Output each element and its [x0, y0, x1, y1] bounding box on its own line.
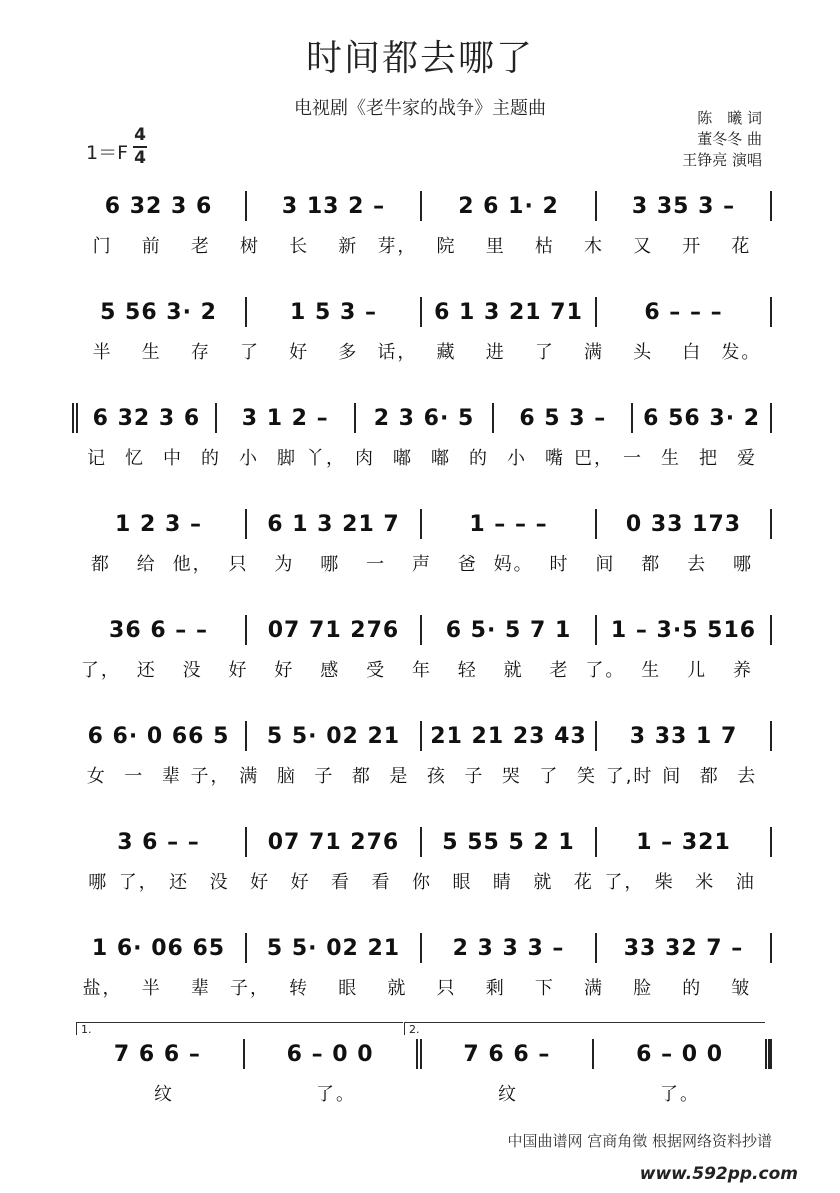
- notes-line: [72, 188, 772, 224]
- measure: 3 13 2 –: [281, 193, 386, 219]
- measure: 6 5· 5 7 1: [445, 617, 572, 643]
- lyric-syllable: 的: [469, 448, 489, 469]
- lyric-syllable: 只: [228, 554, 249, 575]
- notes-line: [72, 824, 772, 860]
- lyric-syllable: 存: [190, 342, 211, 363]
- lyric-syllable: 就: [503, 660, 524, 681]
- lyric-syllable: 还: [169, 872, 190, 893]
- lyric-syllable: 儿: [687, 660, 708, 681]
- lyric-syllable: 半: [141, 978, 162, 999]
- notes-line: [72, 718, 772, 754]
- lyricist-credit: 陈 曦 词: [697, 109, 762, 127]
- lyric-syllable: 哭: [501, 766, 522, 787]
- barline: [770, 297, 772, 327]
- lyric-syllable: 话，: [377, 342, 418, 363]
- lyric-syllable: 是: [389, 766, 410, 787]
- barline: [770, 615, 772, 645]
- lyric-syllable: 好: [228, 660, 249, 681]
- lyrics-line: [72, 656, 772, 682]
- lyrics-line: [72, 550, 772, 576]
- volta-bracket: 2.: [404, 1022, 765, 1035]
- measure: 1 – 3·5 516: [610, 617, 757, 643]
- measure: 5 5· 02 21: [266, 723, 401, 749]
- measure: 6 1 3 21 71: [434, 299, 583, 325]
- composer-credit: 董冬冬 曲: [697, 130, 762, 148]
- lyric-syllable: 哪: [732, 554, 753, 575]
- lyric-syllable: 进: [485, 342, 506, 363]
- lyric-syllable: 老: [190, 236, 211, 257]
- lyric-syllable: 哪: [88, 872, 109, 893]
- lyric-syllable: 枯: [534, 236, 555, 257]
- measure: 7 6 6 –: [463, 1041, 551, 1067]
- notes-line: [72, 294, 772, 330]
- lyrics-line: [72, 232, 772, 258]
- lyric-syllable: 爸: [457, 554, 478, 575]
- measure: 1 5 3 –: [290, 299, 377, 325]
- lyric-syllable: 嘟: [393, 448, 413, 469]
- score-row: [72, 168, 772, 278]
- lyric-syllable: 看: [331, 872, 352, 893]
- lyric-syllable: 孩: [426, 766, 447, 787]
- lyric-syllable: 米: [695, 872, 716, 893]
- measure: 2 3 3 3 –: [452, 935, 565, 961]
- measure: 6 32 3 6: [104, 193, 213, 219]
- lyric-syllable: 去: [687, 554, 708, 575]
- lyric-syllable: 都: [90, 554, 111, 575]
- lyric-syllable: 长: [289, 236, 310, 257]
- measure: 2 3 6· 5: [373, 405, 475, 431]
- lyric-syllable: 好: [289, 342, 310, 363]
- lyric-syllable: 门: [92, 236, 113, 257]
- measure: 1 – – –: [469, 511, 548, 537]
- lyric-syllable: 子，: [229, 978, 270, 999]
- lyrics-line: [72, 1080, 772, 1106]
- lyric-syllable: 开: [682, 236, 703, 257]
- lyric-syllable: 了。: [585, 660, 626, 681]
- lyric-syllable: 前: [141, 236, 162, 257]
- lyric-syllable: 了: [239, 342, 260, 363]
- notes-line: [72, 612, 772, 648]
- barline: [770, 509, 772, 539]
- lyric-syllable: 纹: [154, 1084, 174, 1105]
- footer-note: 中国曲谱网 宫商角徵 根据网络资料抄谱: [507, 1132, 772, 1150]
- song-subtitle: 电视剧《老牛家的战争》主题曲: [294, 98, 546, 119]
- lyric-syllable: 眼: [338, 978, 359, 999]
- lyrics-line: [72, 762, 772, 788]
- lyric-syllable: 的: [201, 448, 221, 469]
- lyric-syllable: 子，: [190, 766, 231, 787]
- lyric-syllable: 生: [661, 448, 681, 469]
- lyric-syllable: 半: [92, 342, 113, 363]
- measure: 36 6 – –: [109, 617, 208, 643]
- song-title: 时间都去哪了: [305, 38, 534, 79]
- score-row: [72, 1016, 772, 1126]
- notes-line: [72, 1036, 772, 1072]
- score-row: [72, 380, 772, 490]
- lyric-syllable: 就: [387, 978, 408, 999]
- lyric-syllable: 轻: [457, 660, 478, 681]
- lyric-syllable: 都: [351, 766, 372, 787]
- barline: [770, 721, 772, 751]
- lyric-syllable: 花: [573, 872, 594, 893]
- score-row: [72, 804, 772, 914]
- measure: 07 71 276: [267, 617, 400, 643]
- lyric-syllable: 睛: [492, 872, 513, 893]
- measure: 5 55 5 2 1: [442, 829, 575, 855]
- lyric-syllable: 了: [534, 342, 555, 363]
- lyric-syllable: 了，: [118, 872, 159, 893]
- lyric-syllable: 发。: [721, 342, 762, 363]
- measure: 6 56 3· 2: [643, 405, 761, 431]
- lyric-syllable: 又: [633, 236, 654, 257]
- lyric-syllable: 了。: [660, 1084, 700, 1105]
- lyric-syllable: 他，: [172, 554, 213, 575]
- score-row: [72, 274, 772, 384]
- lyric-syllable: 油: [735, 872, 756, 893]
- lyric-syllable: 脸: [633, 978, 654, 999]
- measure: 3 1 2 –: [241, 405, 329, 431]
- lyric-syllable: 满: [583, 978, 604, 999]
- notes-line: [72, 400, 772, 436]
- lyric-syllable: 里: [485, 236, 506, 257]
- lyric-syllable: 柴: [654, 872, 675, 893]
- lyric-syllable: 老: [549, 660, 570, 681]
- measure: 3 33 1 7: [629, 723, 738, 749]
- measure: 6 – 0 0: [636, 1041, 724, 1067]
- notes-line: [72, 930, 772, 966]
- lyric-syllable: 养: [732, 660, 753, 681]
- lyric-syllable: 女: [86, 766, 107, 787]
- lyric-syllable: 忆: [125, 448, 145, 469]
- lyric-syllable: 巴，: [574, 448, 614, 469]
- lyric-syllable: 感: [320, 660, 341, 681]
- barline: [770, 403, 772, 433]
- score-row: [72, 592, 772, 702]
- lyric-syllable: 都: [641, 554, 662, 575]
- lyric-syllable: 哪: [320, 554, 341, 575]
- lyric-syllable: 树: [239, 236, 260, 257]
- lyric-syllable: 看: [371, 872, 392, 893]
- lyric-syllable: 好: [250, 872, 271, 893]
- lyric-syllable: 皱: [731, 978, 752, 999]
- lyric-syllable: 满: [583, 342, 604, 363]
- lyric-syllable: 妈。: [493, 554, 534, 575]
- lyric-syllable: 为: [274, 554, 295, 575]
- lyric-syllable: 去: [737, 766, 758, 787]
- volta-bracket: 1.: [76, 1022, 403, 1035]
- lyric-syllable: 都: [699, 766, 720, 787]
- measure: 6 5 3 –: [519, 405, 607, 431]
- lyric-syllable: 生: [641, 660, 662, 681]
- measure: 6 1 3 21 7: [267, 511, 400, 537]
- lyric-syllable: 藏: [436, 342, 457, 363]
- score-row: [72, 698, 772, 808]
- lyric-syllable: 了。: [316, 1084, 356, 1105]
- measure: 07 71 276: [267, 829, 400, 855]
- site-watermark: www.592pp.com: [639, 1164, 798, 1184]
- lyric-syllable: 嘴: [545, 448, 565, 469]
- key-signature: 1＝F: [86, 142, 129, 164]
- lyric-syllable: 时: [549, 554, 570, 575]
- lyric-syllable: 给: [136, 554, 157, 575]
- lyric-syllable: 的: [682, 978, 703, 999]
- credits: [682, 108, 762, 171]
- lyric-syllable: 间: [595, 554, 616, 575]
- lyric-syllable: 花: [731, 236, 752, 257]
- measure: 6 6· 0 66 5: [87, 723, 230, 749]
- lyric-syllable: 一: [623, 448, 643, 469]
- lyric-syllable: 转: [289, 978, 310, 999]
- lyric-syllable: 白: [682, 342, 703, 363]
- measure: 1 2 3 –: [115, 511, 202, 537]
- measure: 5 56 3· 2: [100, 299, 217, 325]
- singer-credit: 王铮亮 演唱: [682, 151, 762, 169]
- lyrics-line: [72, 338, 772, 364]
- lyric-syllable: 一: [366, 554, 387, 575]
- lyric-syllable: 头: [633, 342, 654, 363]
- measure: 2 6 1· 2: [458, 193, 559, 219]
- notes-line: [72, 506, 772, 542]
- lyrics-line: [72, 868, 772, 894]
- lyric-syllable: 一: [124, 766, 145, 787]
- measure: 1 6· 06 65: [91, 935, 226, 961]
- lyric-syllable: 脚: [277, 448, 297, 469]
- lyric-syllable: 多: [338, 342, 359, 363]
- measure: 6 – 0 0: [286, 1041, 374, 1067]
- lyric-syllable: 就: [533, 872, 554, 893]
- lyric-syllable: 声: [411, 554, 432, 575]
- lyric-syllable: 还: [136, 660, 157, 681]
- lyric-syllable: 剩: [485, 978, 506, 999]
- lyric-syllable: 了,时: [605, 766, 654, 787]
- lyric-syllable: 没: [209, 872, 230, 893]
- time-signature: [132, 126, 148, 168]
- barline: [770, 827, 772, 857]
- lyric-syllable: 中: [163, 448, 183, 469]
- lyric-syllable: 受: [366, 660, 387, 681]
- lyric-syllable: 眼: [452, 872, 473, 893]
- measure: 3 35 3 –: [631, 193, 736, 219]
- measure: 1 – 321: [636, 829, 731, 855]
- measure: 3 6 – –: [117, 829, 200, 855]
- lyric-syllable: 肉: [355, 448, 375, 469]
- lyric-syllable: 院: [436, 236, 457, 257]
- measure: 6 – – –: [644, 299, 723, 325]
- lyric-syllable: 脑: [276, 766, 297, 787]
- lyric-syllable: 盐，: [82, 978, 123, 999]
- lyric-syllable: 子: [464, 766, 485, 787]
- lyric-syllable: 芽，: [377, 236, 418, 257]
- lyric-syllable: 好: [290, 872, 311, 893]
- lyric-syllable: 了，: [80, 660, 121, 681]
- measure: 33 32 7 –: [623, 935, 744, 961]
- lyrics-line: [72, 444, 772, 470]
- lyric-syllable: 纹: [498, 1084, 518, 1105]
- lyric-syllable: 满: [239, 766, 260, 787]
- lyric-syllable: 嘟: [431, 448, 451, 469]
- barline: [770, 933, 772, 963]
- lyrics-line: [72, 974, 772, 1000]
- time-signature-bottom: 4: [134, 148, 146, 168]
- lyric-syllable: 没: [182, 660, 203, 681]
- lyric-syllable: 好: [274, 660, 295, 681]
- lyric-syllable: 了，: [604, 872, 645, 893]
- score-row: [72, 910, 772, 1020]
- lyric-syllable: 笑: [576, 766, 597, 787]
- lyric-syllable: 丫，: [306, 448, 346, 469]
- lyric-syllable: 下: [534, 978, 555, 999]
- barline: [765, 1039, 772, 1069]
- lyric-syllable: 子: [314, 766, 335, 787]
- score-row: [72, 486, 772, 596]
- lyric-syllable: 小: [239, 448, 259, 469]
- lyric-syllable: 你: [411, 872, 432, 893]
- lyric-syllable: 爱: [737, 448, 757, 469]
- lyric-syllable: 只: [436, 978, 457, 999]
- lyric-syllable: 小: [507, 448, 527, 469]
- barline: [770, 191, 772, 221]
- lyric-syllable: 记: [87, 448, 107, 469]
- measure: 5 5· 02 21: [266, 935, 401, 961]
- lyric-syllable: 把: [699, 448, 719, 469]
- lyric-syllable: 新: [338, 236, 359, 257]
- lyric-syllable: 辈: [190, 978, 211, 999]
- measure: 21 21 23 43: [430, 723, 587, 749]
- lyric-syllable: 生: [141, 342, 162, 363]
- lyric-syllable: 间: [662, 766, 683, 787]
- lyric-syllable: 木: [583, 236, 604, 257]
- measure: 7 6 6 –: [113, 1041, 201, 1067]
- lyric-syllable: 了: [539, 766, 560, 787]
- lyric-syllable: 辈: [161, 766, 182, 787]
- lyric-syllable: 年: [411, 660, 432, 681]
- measure: 6 32 3 6: [92, 405, 201, 431]
- measure: 0 33 173: [625, 511, 742, 537]
- time-signature-top: 4: [134, 125, 146, 145]
